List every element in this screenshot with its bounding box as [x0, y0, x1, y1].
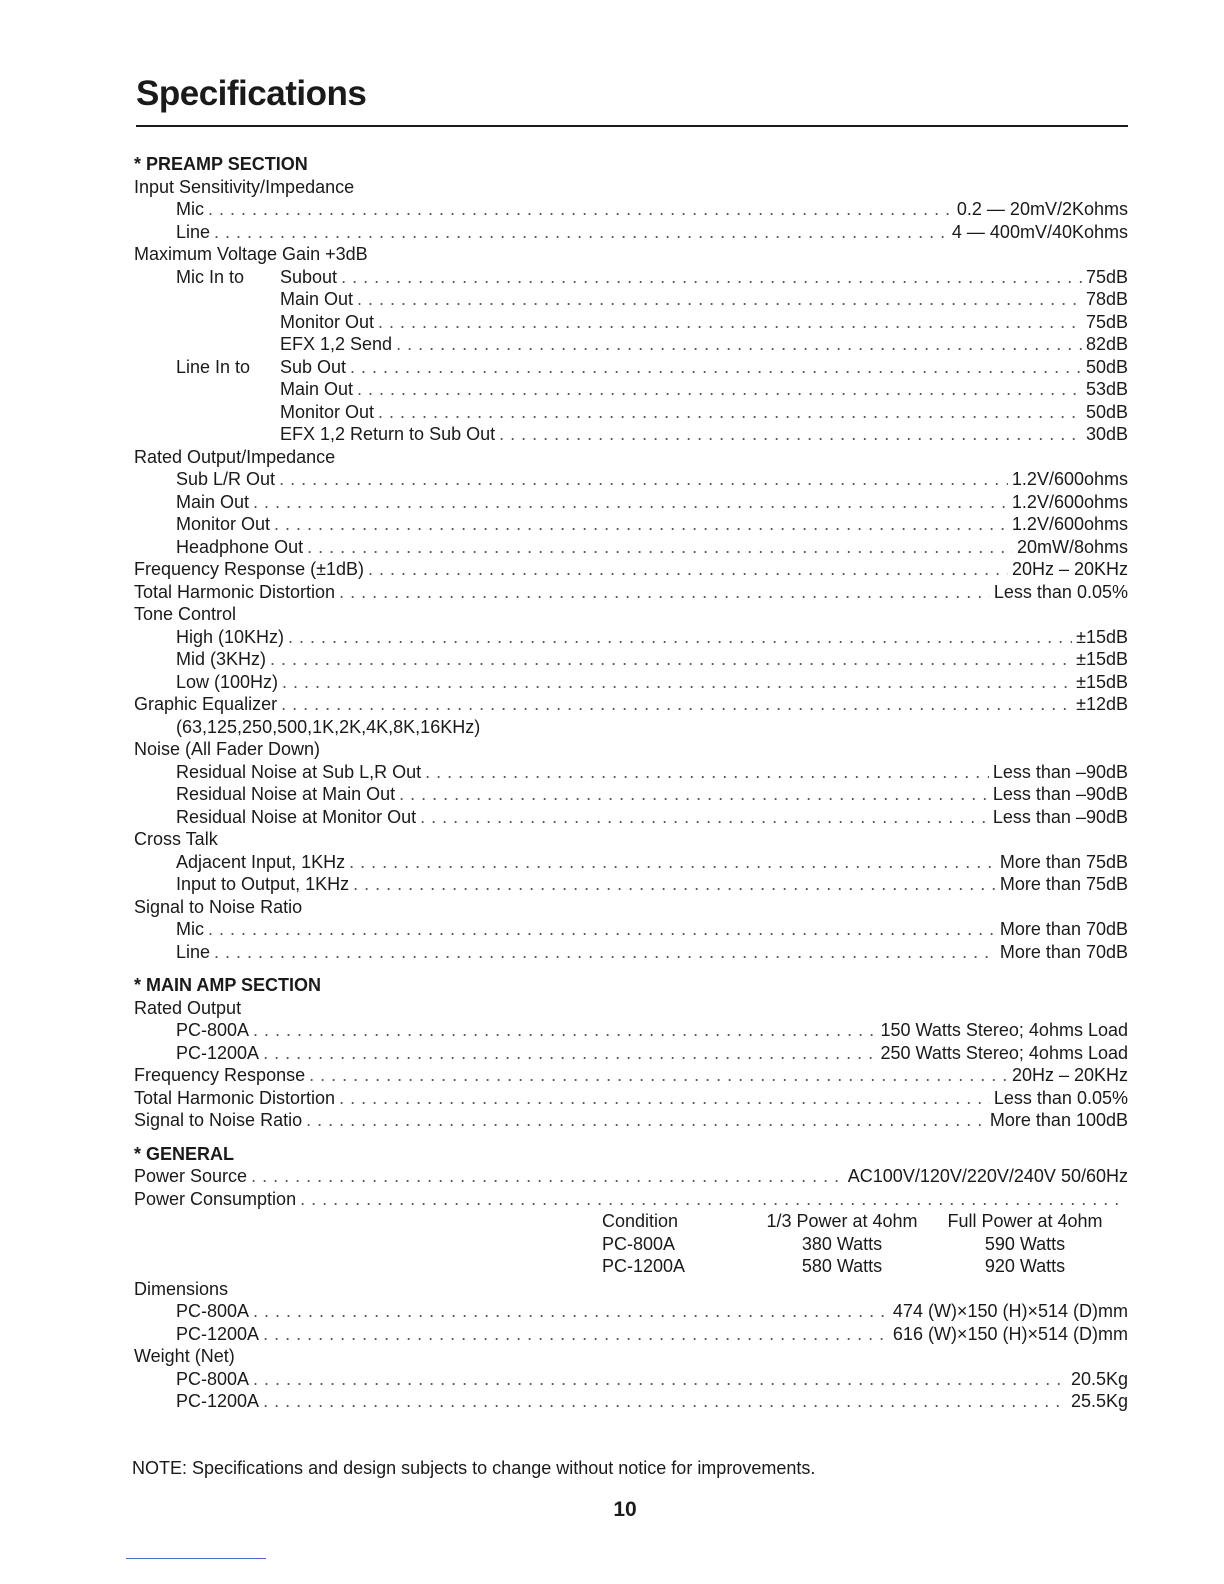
spec-row [134, 1042, 1128, 1065]
spec-row [134, 221, 1128, 244]
spec-label: (63,125,250,500,1K,2K,4K,8K,16KHz) [176, 716, 481, 737]
spec-row [134, 1064, 1128, 1087]
spec-label: Cross Talk [134, 829, 218, 849]
spec-value: More than 70dB [999, 919, 1128, 939]
power-consumption-cell: 920 Watts [984, 1256, 1066, 1276]
dot-leader [378, 401, 1082, 424]
spec-label: PC-1200A [176, 1042, 260, 1063]
power-consumption-cell: PC-1200A [602, 1256, 686, 1276]
dot-leader [306, 1109, 986, 1132]
dot-leader [339, 1087, 990, 1110]
spec-row [134, 851, 1128, 874]
section-title: * GENERAL [134, 1143, 235, 1164]
spec-label: Residual Noise at Sub L,R Out [176, 761, 422, 782]
dot-leader [396, 333, 1082, 356]
spec-value: 25.5Kg [1070, 1391, 1128, 1411]
spec-label: Tone Control [134, 604, 237, 624]
spec-value: 78dB [1085, 289, 1128, 309]
dot-leader [263, 1390, 1067, 1413]
spec-row [134, 1109, 1128, 1132]
spec-row [134, 1323, 1128, 1346]
spec-prefix: Line In to [176, 356, 251, 377]
spec-label: PC-800A [176, 1368, 250, 1389]
spec-label: Weight (Net) [134, 1346, 235, 1366]
spec-value: 616 (W)×150 (H)×514 (D)mm [892, 1323, 1128, 1344]
spec-value: 20.5Kg [1070, 1368, 1128, 1389]
section-title: * PREAMP SECTION [134, 154, 308, 174]
dot-leader [281, 693, 1072, 716]
specifications-list [134, 153, 1128, 1413]
spec-value: 75dB [1085, 311, 1128, 332]
spec-label: PC-800A [176, 1020, 250, 1040]
spec-label: Residual Noise at Monitor Out [176, 806, 417, 827]
spec-value: 53dB [1085, 379, 1128, 399]
spec-label: Total Harmonic Distortion [134, 581, 336, 602]
spec-label: Monitor Out [176, 514, 271, 534]
dot-leader [263, 1042, 876, 1065]
spec-value: More than 100dB [989, 1110, 1128, 1130]
spec-value: 1.2V/600ohms [1011, 469, 1128, 489]
dot-leader [425, 761, 989, 784]
spec-row [134, 513, 1128, 536]
dot-leader [420, 806, 989, 829]
spec-row [134, 1300, 1128, 1323]
spec-value: 20Hz – 20KHz [1011, 1065, 1128, 1085]
spec-value: 50dB [1085, 356, 1128, 377]
spec-label: Monitor Out [280, 311, 375, 332]
section-heading [134, 1143, 1128, 1166]
spec-value: Less than 0.05% [993, 581, 1128, 602]
spec-value: Less than –90dB [992, 761, 1128, 782]
spec-row [134, 468, 1128, 491]
spec-label: Input to Output, 1KHz [176, 874, 350, 894]
spec-value: More than 75dB [999, 851, 1128, 872]
spec-value: 150 Watts Stereo; 4ohms Load [880, 1020, 1128, 1040]
section-title: * MAIN AMP SECTION [134, 975, 322, 995]
power-consumption-row [602, 1255, 1128, 1278]
spec-label: Frequency Response [134, 1065, 306, 1085]
spec-value: ±12dB [1076, 694, 1128, 714]
spec-label: Low (100Hz) [176, 671, 279, 692]
spec-label: High (10KHz) [176, 626, 285, 647]
dot-leader [251, 1165, 844, 1188]
title-rule [136, 125, 1128, 127]
spec-label: Subout [280, 266, 338, 287]
spec-label: Main Out [176, 491, 250, 512]
spec-value: 4 — 400mV/40Kohms [951, 221, 1128, 242]
power-consumption-cell: Condition [602, 1211, 679, 1231]
spec-label: Power Consumption [134, 1188, 297, 1209]
spec-label: EFX 1,2 Return to Sub Out [280, 424, 496, 444]
dot-leader [399, 783, 989, 806]
dot-leader [253, 1300, 889, 1323]
spec-row [134, 536, 1128, 559]
page-title: Specifications [136, 74, 367, 113]
spec-group-heading [134, 176, 1128, 199]
spec-row [134, 1188, 1128, 1211]
dot-leader [349, 851, 996, 874]
spec-row [134, 671, 1128, 694]
dot-leader [263, 1323, 889, 1346]
power-consumption-cell: 580 Watts [801, 1256, 883, 1276]
spec-row [134, 941, 1128, 964]
spec-row [134, 198, 1128, 221]
dot-leader [341, 266, 1082, 289]
spec-row [134, 558, 1128, 581]
spec-row [134, 1165, 1128, 1188]
dot-leader [307, 536, 1013, 559]
spec-label: Main Out [280, 289, 354, 309]
dot-leader [274, 513, 1008, 536]
dot-leader [288, 626, 1072, 649]
dot-leader [253, 491, 1008, 514]
spec-label: Graphic Equalizer [134, 694, 278, 714]
spec-label: Power Source [134, 1166, 248, 1186]
spec-row [134, 873, 1128, 896]
dot-leader [353, 873, 996, 896]
spec-label: Dimensions [134, 1278, 229, 1299]
spec-value: 250 Watts Stereo; 4ohms Load [880, 1042, 1128, 1063]
dot-leader [253, 1368, 1067, 1391]
section-heading [134, 153, 1128, 176]
dot-leader [214, 941, 996, 964]
spec-label: Headphone Out [176, 536, 304, 557]
spec-label: Residual Noise at Main Out [176, 784, 396, 804]
spec-value: 75dB [1085, 266, 1128, 287]
spec-row [134, 761, 1128, 784]
power-consumption-cell: PC-800A [602, 1233, 676, 1254]
section-heading [134, 974, 1128, 997]
spec-label: Noise (All Fader Down) [134, 739, 321, 759]
spec-row [134, 491, 1128, 514]
power-consumption-table [602, 1210, 1128, 1278]
scan-edge-mark [126, 1558, 266, 1559]
dot-leader [378, 311, 1082, 334]
spec-label: Maximum Voltage Gain +3dB [134, 244, 368, 264]
spec-row [134, 1390, 1128, 1413]
spec-label: Rated Output [134, 997, 242, 1018]
spec-group-heading [134, 896, 1128, 919]
spec-row [134, 783, 1128, 806]
spec-value: 82dB [1085, 334, 1128, 354]
dot-leader [499, 423, 1082, 446]
spec-label: Signal to Noise Ratio [134, 1110, 303, 1130]
note-text: NOTE: Specifications and design subjects to change without notice for improvements. [132, 1458, 816, 1478]
spec-label: PC-1200A [176, 1391, 260, 1411]
spec-row [134, 311, 1128, 334]
spec-label: Main Out [280, 379, 354, 399]
spec-value: 1.2V/600ohms [1011, 514, 1128, 534]
spec-label: Adjacent Input, 1KHz [176, 851, 346, 872]
dot-leader [270, 648, 1072, 671]
spec-group-heading [134, 243, 1128, 266]
spec-group-heading [134, 1278, 1128, 1301]
spec-row [134, 333, 1128, 356]
spec-value: ±15dB [1076, 649, 1128, 669]
spec-row [134, 693, 1128, 716]
dot-leader [300, 1188, 1124, 1211]
spec-label: Total Harmonic Distortion [134, 1087, 336, 1108]
spec-value: More than 75dB [999, 874, 1128, 894]
spec-value: 1.2V/600ohms [1011, 491, 1128, 512]
spec-prefix: Mic In to [176, 266, 245, 287]
spec-row [134, 356, 1128, 379]
spec-label: Signal to Noise Ratio [134, 896, 303, 917]
spec-value: Less than –90dB [992, 784, 1128, 804]
spec-row [134, 378, 1128, 401]
dot-leader [208, 918, 996, 941]
spec-value: 50dB [1085, 401, 1128, 422]
dot-leader [253, 1019, 876, 1042]
page-number: 10 [613, 1498, 637, 1521]
spec-group-heading [134, 738, 1128, 761]
power-consumption-cell: Full Power at 4ohm [947, 1211, 1103, 1231]
spec-label: EFX 1,2 Send [280, 334, 393, 354]
spec-value: 30dB [1085, 424, 1128, 444]
dot-leader [214, 221, 948, 244]
dot-leader [339, 581, 990, 604]
spec-value: ±15dB [1076, 671, 1128, 692]
dot-leader [279, 468, 1008, 491]
spec-row [134, 401, 1128, 424]
power-consumption-cell: 1/3 Power at 4ohm [766, 1211, 918, 1231]
spec-group-heading [134, 997, 1128, 1020]
power-consumption-row [602, 1233, 1128, 1256]
dot-leader [208, 198, 953, 221]
spec-row [134, 1087, 1128, 1110]
spec-row [134, 288, 1128, 311]
spec-label: Rated Output/Impedance [134, 446, 336, 467]
spec-group-heading [134, 446, 1128, 469]
spec-row [134, 1368, 1128, 1391]
spec-row [134, 266, 1128, 289]
spec-row [134, 806, 1128, 829]
spec-label: PC-800A [176, 1301, 250, 1321]
spec-row [134, 648, 1128, 671]
spec-label: Line [176, 221, 211, 242]
dot-leader [309, 1064, 1008, 1087]
spec-value: 0.2 — 20mV/2Kohms [956, 199, 1128, 219]
spec-label: Sub Out [280, 356, 347, 377]
dot-leader [357, 288, 1082, 311]
spec-group-heading [134, 1345, 1128, 1368]
power-consumption-row [602, 1210, 1128, 1233]
spec-value: 474 (W)×150 (H)×514 (D)mm [892, 1301, 1128, 1321]
spec-label: Mic [176, 919, 204, 939]
spec-value: Less than 0.05% [993, 1087, 1128, 1108]
spec-value: More than 70dB [999, 941, 1128, 962]
spec-label: Monitor Out [280, 401, 375, 422]
spec-label: Frequency Response (±1dB) [134, 559, 364, 579]
spec-group-heading [134, 603, 1128, 626]
spec-row [134, 716, 1128, 739]
dot-leader [350, 356, 1082, 379]
spec-row [134, 918, 1128, 941]
spec-row [134, 423, 1128, 446]
spec-row [134, 1019, 1128, 1042]
spec-label: Mid (3KHz) [176, 649, 267, 669]
spec-label: PC-1200A [176, 1323, 260, 1344]
spec-label: Sub L/R Out [176, 469, 276, 489]
spec-value: 20Hz – 20KHz [1011, 559, 1128, 579]
spec-label: Input Sensitivity/Impedance [134, 176, 355, 197]
spec-value: 20mW/8ohms [1016, 536, 1128, 557]
spec-value: AC100V/120V/220V/240V 50/60Hz [847, 1166, 1128, 1186]
spec-row [134, 581, 1128, 604]
spec-value: Less than –90dB [992, 806, 1128, 827]
dot-leader [368, 558, 1008, 581]
spec-value: ±15dB [1076, 626, 1128, 647]
dot-leader [357, 378, 1082, 401]
spec-row [134, 626, 1128, 649]
dot-leader [282, 671, 1072, 694]
spec-group-heading [134, 828, 1128, 851]
spec-label: Line [176, 941, 211, 962]
power-consumption-cell: 380 Watts [801, 1233, 883, 1254]
spec-label: Mic [176, 199, 204, 219]
power-consumption-cell: 590 Watts [984, 1233, 1066, 1254]
